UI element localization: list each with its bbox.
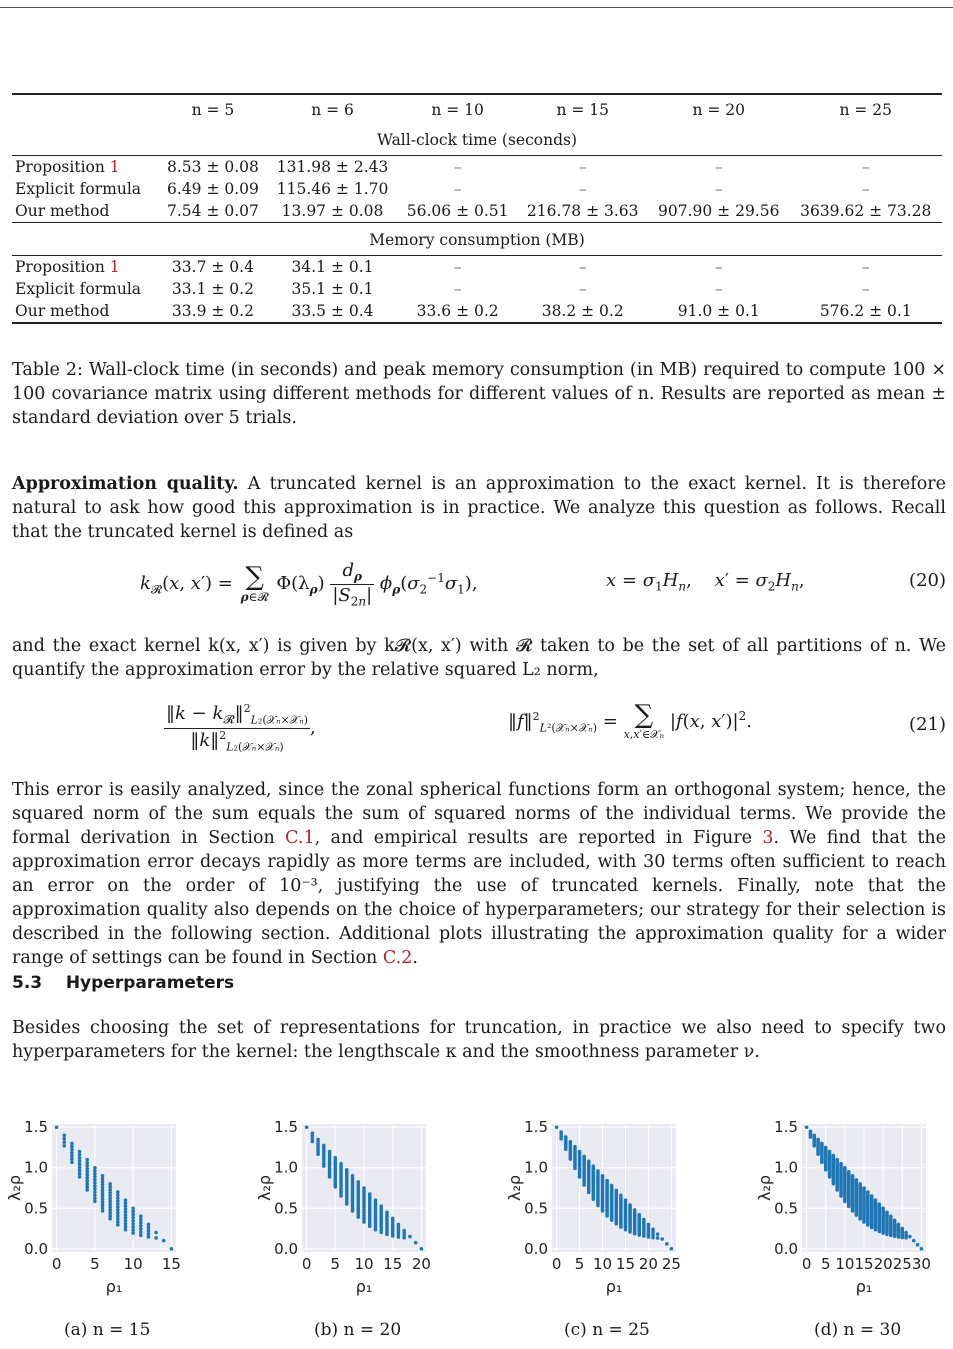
row-label (12, 156, 159, 179)
data-point (660, 1237, 664, 1241)
data-point (356, 1215, 360, 1219)
data-point (139, 1230, 143, 1234)
data-point (647, 1235, 651, 1239)
row-label (12, 300, 159, 323)
paragraph-title: Approximation quality. (12, 474, 239, 494)
data-point (124, 1228, 128, 1232)
x-tick-label: 0 (51, 1255, 62, 1273)
data-point (858, 1217, 862, 1221)
table-caption: Table 2: Wall-clock time (in seconds) and peak memory consumption (in MB) required to compute 100 × 100 covariance matrix using different methods for different values of n. Results are reported as mean ± standard deviation over 5 trials. (12, 360, 946, 428)
table-cell: – (861, 158, 870, 176)
data-point (578, 1175, 582, 1179)
equation-condition: $x = \sigma_1H_n$, $x' = \sigma_2H_n$, (606, 570, 805, 594)
data-point (420, 1247, 424, 1251)
data-point (170, 1247, 174, 1251)
data-point (70, 1154, 74, 1158)
data-point (139, 1218, 143, 1222)
data-point (305, 1125, 309, 1129)
data-point (402, 1236, 406, 1240)
y-tick-label: 0.0 (274, 1239, 298, 1258)
data-point (139, 1221, 143, 1225)
data-point (820, 1160, 824, 1164)
x-tick-label: 10 (835, 1255, 855, 1273)
scatter-svg (255, 1112, 442, 1297)
table-cell: 34.1 ± 0.1 (291, 258, 374, 276)
data-point (587, 1191, 591, 1195)
data-point (828, 1175, 832, 1179)
table-cell: 33.5 ± 0.4 (267, 300, 398, 323)
data-point (131, 1225, 135, 1229)
table-section-row (12, 223, 942, 256)
table-cell: – (861, 180, 870, 198)
table-cell: 115.46 ± 1.70 (276, 180, 389, 198)
data-point (633, 1232, 637, 1236)
table-row (12, 300, 942, 323)
scatter-plot (5, 1112, 192, 1301)
data-point (78, 1169, 82, 1173)
data-point (345, 1202, 349, 1206)
data-point (362, 1220, 366, 1224)
data-point (619, 1225, 623, 1229)
scatter-plot (505, 1112, 692, 1301)
table-cell: – (578, 280, 587, 298)
table-cell: 35.1 ± 0.1 (291, 280, 374, 298)
data-point (592, 1197, 596, 1201)
x-tick-label: 20 (411, 1255, 431, 1273)
after-eq20-paragraph: and the exact kernel k(x, x′) is given by k𝓡(x, x′) with 𝓡 taken to be the set of all partitions of n. We quantify the approximation error by the relative squared L₂ norm, (12, 636, 946, 680)
data-point (559, 1137, 563, 1141)
x-axis-label: ρ₁ (355, 1277, 373, 1296)
equation-ratio: $\frac{‖k - k_𝓡‖^2_{L_2(𝒳_n\times 𝒳_n)}}{‖k‖^2_{L_2(𝒳_n\times 𝒳_n)}}$ , (166, 702, 316, 754)
table-cell: – (714, 180, 723, 198)
data-point (605, 1214, 609, 1218)
table-row (12, 200, 942, 223)
data-point (147, 1229, 151, 1233)
data-point (78, 1150, 82, 1154)
data-point (847, 1205, 851, 1209)
hyperparameters-paragraph: Besides choosing the set of representations for truncation, in practice we also need to specify two hyperparameters for the kernel: the lengthscale κ and the smoothness parameter ν. (12, 1018, 946, 1062)
table-cell: – (453, 258, 462, 276)
x-tick-label: 30 (911, 1255, 931, 1273)
x-axis-label: ρ₁ (605, 1277, 623, 1296)
y-tick-label: 0.5 (24, 1199, 48, 1218)
data-point (101, 1209, 105, 1213)
section-heading (12, 973, 234, 993)
data-point (85, 1188, 89, 1192)
col-header: n = 6 (267, 94, 398, 123)
data-point (131, 1213, 135, 1217)
section-label: Memory consumption (MB) (12, 223, 942, 256)
y-tick-label: 1.0 (24, 1158, 48, 1177)
table-cell: 56.06 ± 0.51 (406, 202, 509, 220)
section-title: Hyperparameters (65, 973, 235, 993)
y-tick-label: 1.5 (524, 1118, 548, 1137)
data-point (805, 1125, 809, 1129)
y-tick-label: 0.5 (274, 1199, 298, 1218)
data-point (908, 1235, 912, 1239)
x-tick-label: 5 (820, 1255, 831, 1273)
x-tick-label: 15 (383, 1255, 403, 1273)
scatter-plot (255, 1112, 442, 1301)
col-header: n = 25 (790, 94, 943, 123)
subfigure-caption: (b) n = 20 (314, 1320, 402, 1340)
data-point (878, 1230, 882, 1234)
x-tick-label: 0 (301, 1255, 312, 1273)
table-cell: 33.9 ± 0.2 (159, 300, 268, 323)
data-point (610, 1218, 614, 1222)
data-point (131, 1231, 135, 1235)
data-point (920, 1247, 924, 1251)
x-tick-label: 5 (90, 1255, 100, 1273)
row-label-text: Proposition (15, 258, 105, 276)
x-tick-label: 15 (615, 1255, 636, 1273)
table-cell: 576.2 ± 0.1 (790, 300, 943, 323)
data-point (131, 1219, 135, 1223)
y-tick-label: 1.5 (274, 1118, 298, 1137)
data-point (78, 1166, 82, 1170)
data-point (893, 1234, 897, 1238)
data-point (70, 1157, 74, 1161)
results-table-container (12, 93, 942, 324)
table-cell: 6.49 ± 0.09 (167, 180, 259, 198)
table-cell: 33.1 ± 0.2 (171, 280, 254, 298)
data-point (55, 1125, 59, 1129)
equation-20 (12, 556, 946, 618)
table-cell: – (714, 280, 723, 298)
table-cell: – (861, 280, 870, 298)
data-point (147, 1223, 151, 1227)
paragraph-text: A truncated kernel is an approximation to the exact kernel. It is therefore natural to ask how good this approximation is in practice. We analyze this question as follows. Recall that the truncated kernel is defined as (12, 474, 946, 542)
scatter-svg (755, 1112, 942, 1297)
data-point (116, 1223, 120, 1227)
equation-number: (20) (909, 570, 946, 591)
data-point (397, 1235, 401, 1239)
data-point (333, 1185, 337, 1189)
data-point (624, 1228, 628, 1232)
data-point (316, 1152, 320, 1156)
data-point (154, 1231, 158, 1235)
table-cell: – (453, 158, 462, 176)
data-point (809, 1135, 813, 1139)
table-cell: – (453, 280, 462, 298)
table-cell: 7.54 ± 0.07 (167, 202, 259, 220)
row-label-text: Explicit formula (15, 180, 142, 198)
equation-number: (21) (909, 714, 946, 735)
data-point (328, 1175, 332, 1179)
x-tick-label: 20 (638, 1255, 658, 1273)
data-point (855, 1213, 859, 1217)
data-point (881, 1231, 885, 1235)
data-point (62, 1134, 66, 1138)
data-point (839, 1194, 843, 1198)
y-tick-label: 1.0 (274, 1158, 298, 1177)
y-tick-label: 1.0 (524, 1158, 548, 1177)
row-label-text: Explicit formula (15, 280, 142, 298)
row-label-text: Proposition (15, 158, 105, 176)
data-point (642, 1234, 646, 1238)
row-label-text: Our method (15, 202, 110, 220)
body-text: This error is easily analyzed, since the zonal spherical functions form an orthogonal system; hence, the squared norm of the sum equals the sum of squared norms of the individual terms. We provide the formal derivation in Section (12, 780, 946, 848)
data-point (131, 1222, 135, 1226)
data-point (843, 1200, 847, 1204)
data-point (131, 1216, 135, 1220)
table-row (12, 178, 942, 200)
data-point (832, 1182, 836, 1186)
data-point (379, 1231, 383, 1235)
table-row (12, 256, 942, 279)
data-point (139, 1234, 143, 1238)
x-tick-label: 10 (354, 1255, 374, 1273)
data-point (912, 1239, 916, 1243)
x-tick-label: 5 (330, 1255, 341, 1273)
section-label: Wall-clock time (seconds) (12, 123, 942, 156)
data-point (147, 1235, 151, 1239)
data-point (569, 1157, 573, 1161)
col-header: n = 10 (398, 94, 518, 123)
data-point (573, 1166, 577, 1170)
y-tick-label: 0.5 (774, 1199, 798, 1218)
data-point (351, 1209, 355, 1213)
data-point (564, 1147, 568, 1151)
table-cell: 33.6 ± 0.2 (398, 300, 518, 323)
row-label (12, 256, 159, 279)
data-point (385, 1233, 389, 1237)
figure-link[interactable]: 3 (762, 828, 774, 848)
x-tick-label: 20 (873, 1255, 893, 1273)
data-point (78, 1175, 82, 1179)
col-header (12, 94, 159, 123)
x-tick-label: 10 (592, 1255, 613, 1273)
data-point (851, 1209, 855, 1213)
data-point (147, 1226, 151, 1230)
y-tick-label: 0.0 (24, 1239, 48, 1258)
data-point (339, 1194, 343, 1198)
x-axis-label: ρ₁ (105, 1277, 123, 1296)
data-point (651, 1236, 655, 1240)
table-cell: – (578, 158, 587, 176)
data-point (70, 1142, 74, 1146)
data-point (78, 1162, 82, 1166)
data-point (368, 1224, 372, 1228)
data-point (139, 1215, 143, 1219)
data-point (874, 1228, 878, 1232)
row-label (12, 178, 159, 200)
x-axis-label: ρ₁ (855, 1277, 873, 1296)
y-axis-label: λ₂ρ (505, 1174, 524, 1202)
table-cell: 91.0 ± 0.1 (648, 300, 790, 323)
data-point (131, 1206, 135, 1210)
table-cell: – (453, 180, 462, 198)
data-point (897, 1235, 901, 1239)
data-point (78, 1153, 82, 1157)
y-tick-label: 0.0 (524, 1239, 548, 1258)
section-number: 5.3 (12, 973, 43, 993)
x-tick-label: 0 (551, 1255, 562, 1273)
col-header: n = 5 (159, 94, 268, 123)
x-tick-label: 15 (161, 1255, 181, 1273)
col-header: n = 15 (517, 94, 648, 123)
section-link[interactable]: C.2 (382, 948, 413, 968)
data-point (555, 1125, 559, 1129)
data-point (916, 1243, 920, 1247)
table-cell: – (861, 258, 870, 276)
row-label-text: Our method (15, 302, 110, 320)
results-table (12, 93, 942, 324)
subfigure-caption: (a) n = 15 (64, 1320, 151, 1340)
data-point (824, 1168, 828, 1172)
body-paragraph (12, 778, 946, 970)
data-point (322, 1164, 326, 1168)
data-point (154, 1236, 158, 1240)
data-point (408, 1235, 412, 1239)
x-tick-label: 25 (892, 1255, 912, 1273)
body-text: . We find that the approximation error decays rapidly as more terms are included, with 30 terms often sufficient to reach an error on the order of 10⁻³, justifying the use of truncated kernels. Finally, note that the approximation quality also depends on the choice of hyperparameters; our strategy for their selection is described in the following section. Additional plots illustrating the approximation quality for a wider range of settings can be found in Section (12, 828, 946, 968)
scatter-svg (5, 1112, 192, 1297)
data-point (904, 1236, 908, 1240)
y-tick-label: 1.5 (774, 1118, 798, 1137)
data-point (656, 1236, 660, 1240)
table-cell: – (578, 258, 587, 276)
data-point (162, 1239, 166, 1243)
data-point (835, 1188, 839, 1192)
data-point (900, 1236, 904, 1240)
data-point (62, 1141, 66, 1145)
data-point (62, 1137, 66, 1141)
table-cell: 131.98 ± 2.43 (276, 158, 389, 176)
data-point (70, 1145, 74, 1149)
data-point (139, 1224, 143, 1228)
section-link[interactable]: C.1 (285, 828, 315, 848)
data-point (812, 1144, 816, 1148)
proposition-link[interactable]: 1 (109, 258, 120, 276)
x-tick-label: 25 (661, 1255, 681, 1273)
data-point (866, 1223, 870, 1227)
top-rule (0, 7, 953, 8)
table-cell: 33.7 ± 0.4 (171, 258, 254, 276)
row-label (12, 200, 159, 223)
y-axis-label: λ₂ρ (755, 1174, 774, 1202)
table-cell: 8.53 ± 0.08 (167, 158, 259, 176)
table-cell: 216.78 ± 3.63 (526, 202, 639, 220)
data-point (614, 1222, 618, 1226)
equation-norm: ‖f‖$^2_{L^2(𝒳_n\times 𝒳_n)}$ = ∑ x,x′∈𝒳ₙ |f(x, $x')|^2$. (508, 700, 752, 741)
table-cell: 3639.62 ± 73.28 (800, 202, 932, 220)
table-cell: 38.2 ± 0.2 (517, 300, 648, 323)
y-tick-label: 1.0 (774, 1158, 798, 1177)
table-cell: – (714, 158, 723, 176)
y-axis-label: λ₂ρ (5, 1174, 24, 1202)
x-tick-label: 0 (801, 1255, 812, 1273)
data-point (147, 1232, 151, 1236)
data-point (870, 1226, 874, 1230)
scatter-plot (755, 1112, 942, 1301)
y-tick-label: 0.0 (774, 1239, 798, 1258)
table-cell: – (578, 180, 587, 198)
data-point (78, 1156, 82, 1160)
table-row (12, 156, 942, 179)
proposition-link[interactable]: 1 (109, 158, 120, 176)
data-point (70, 1160, 74, 1164)
data-point (93, 1200, 97, 1204)
table-row (12, 278, 942, 300)
x-tick-label: 15 (854, 1255, 874, 1273)
y-axis-label: λ₂ρ (255, 1174, 274, 1202)
data-point (816, 1152, 820, 1156)
equation-lhs: $k_𝓡(x$, x′) = ∑ ρ∈𝓡 $\Phi(\lambda_\rho)$ $\frac{d_\rho}{|S_{2n}|}$ $\phi_\rho(\sigma_2^{-1}\sigma_1)$, (140, 560, 478, 609)
data-point (139, 1227, 143, 1231)
data-point (665, 1242, 669, 1246)
data-point (78, 1159, 82, 1163)
data-point (131, 1210, 135, 1214)
data-point (889, 1234, 893, 1238)
col-header: n = 20 (648, 94, 790, 123)
data-point (628, 1230, 632, 1234)
table-cell: – (714, 258, 723, 276)
y-tick-label: 0.5 (524, 1199, 548, 1218)
y-tick-label: 1.5 (24, 1118, 48, 1137)
row-label (12, 278, 159, 300)
data-point (70, 1151, 74, 1155)
data-point (582, 1183, 586, 1187)
approx-paragraph (12, 472, 946, 544)
data-point (862, 1220, 866, 1224)
x-tick-label: 5 (574, 1255, 585, 1273)
table-section-row (12, 123, 942, 156)
data-point (414, 1241, 418, 1245)
data-point (62, 1144, 66, 1148)
x-tick-label: 10 (123, 1255, 143, 1273)
data-point (596, 1204, 600, 1208)
table-cell: 907.90 ± 29.56 (658, 202, 780, 220)
body-text: , and empirical results are reported in Figure (314, 828, 763, 848)
subfigure-caption: (d) n = 30 (814, 1320, 902, 1340)
scatter-svg (505, 1112, 692, 1297)
data-point (601, 1209, 605, 1213)
data-point (108, 1217, 112, 1221)
equation-21 (12, 700, 946, 766)
data-point (374, 1228, 378, 1232)
data-point (131, 1228, 135, 1232)
table-header-row (12, 94, 942, 123)
data-point (885, 1233, 889, 1237)
data-point (311, 1140, 315, 1144)
data-point (391, 1234, 395, 1238)
body-text: . (412, 948, 418, 968)
subfigure-caption: (c) n = 25 (564, 1320, 650, 1340)
data-point (78, 1172, 82, 1176)
data-point (670, 1247, 674, 1251)
data-point (637, 1233, 641, 1237)
table-cell: 13.97 ± 0.08 (281, 202, 384, 220)
data-point (656, 1232, 660, 1236)
data-point (70, 1148, 74, 1152)
